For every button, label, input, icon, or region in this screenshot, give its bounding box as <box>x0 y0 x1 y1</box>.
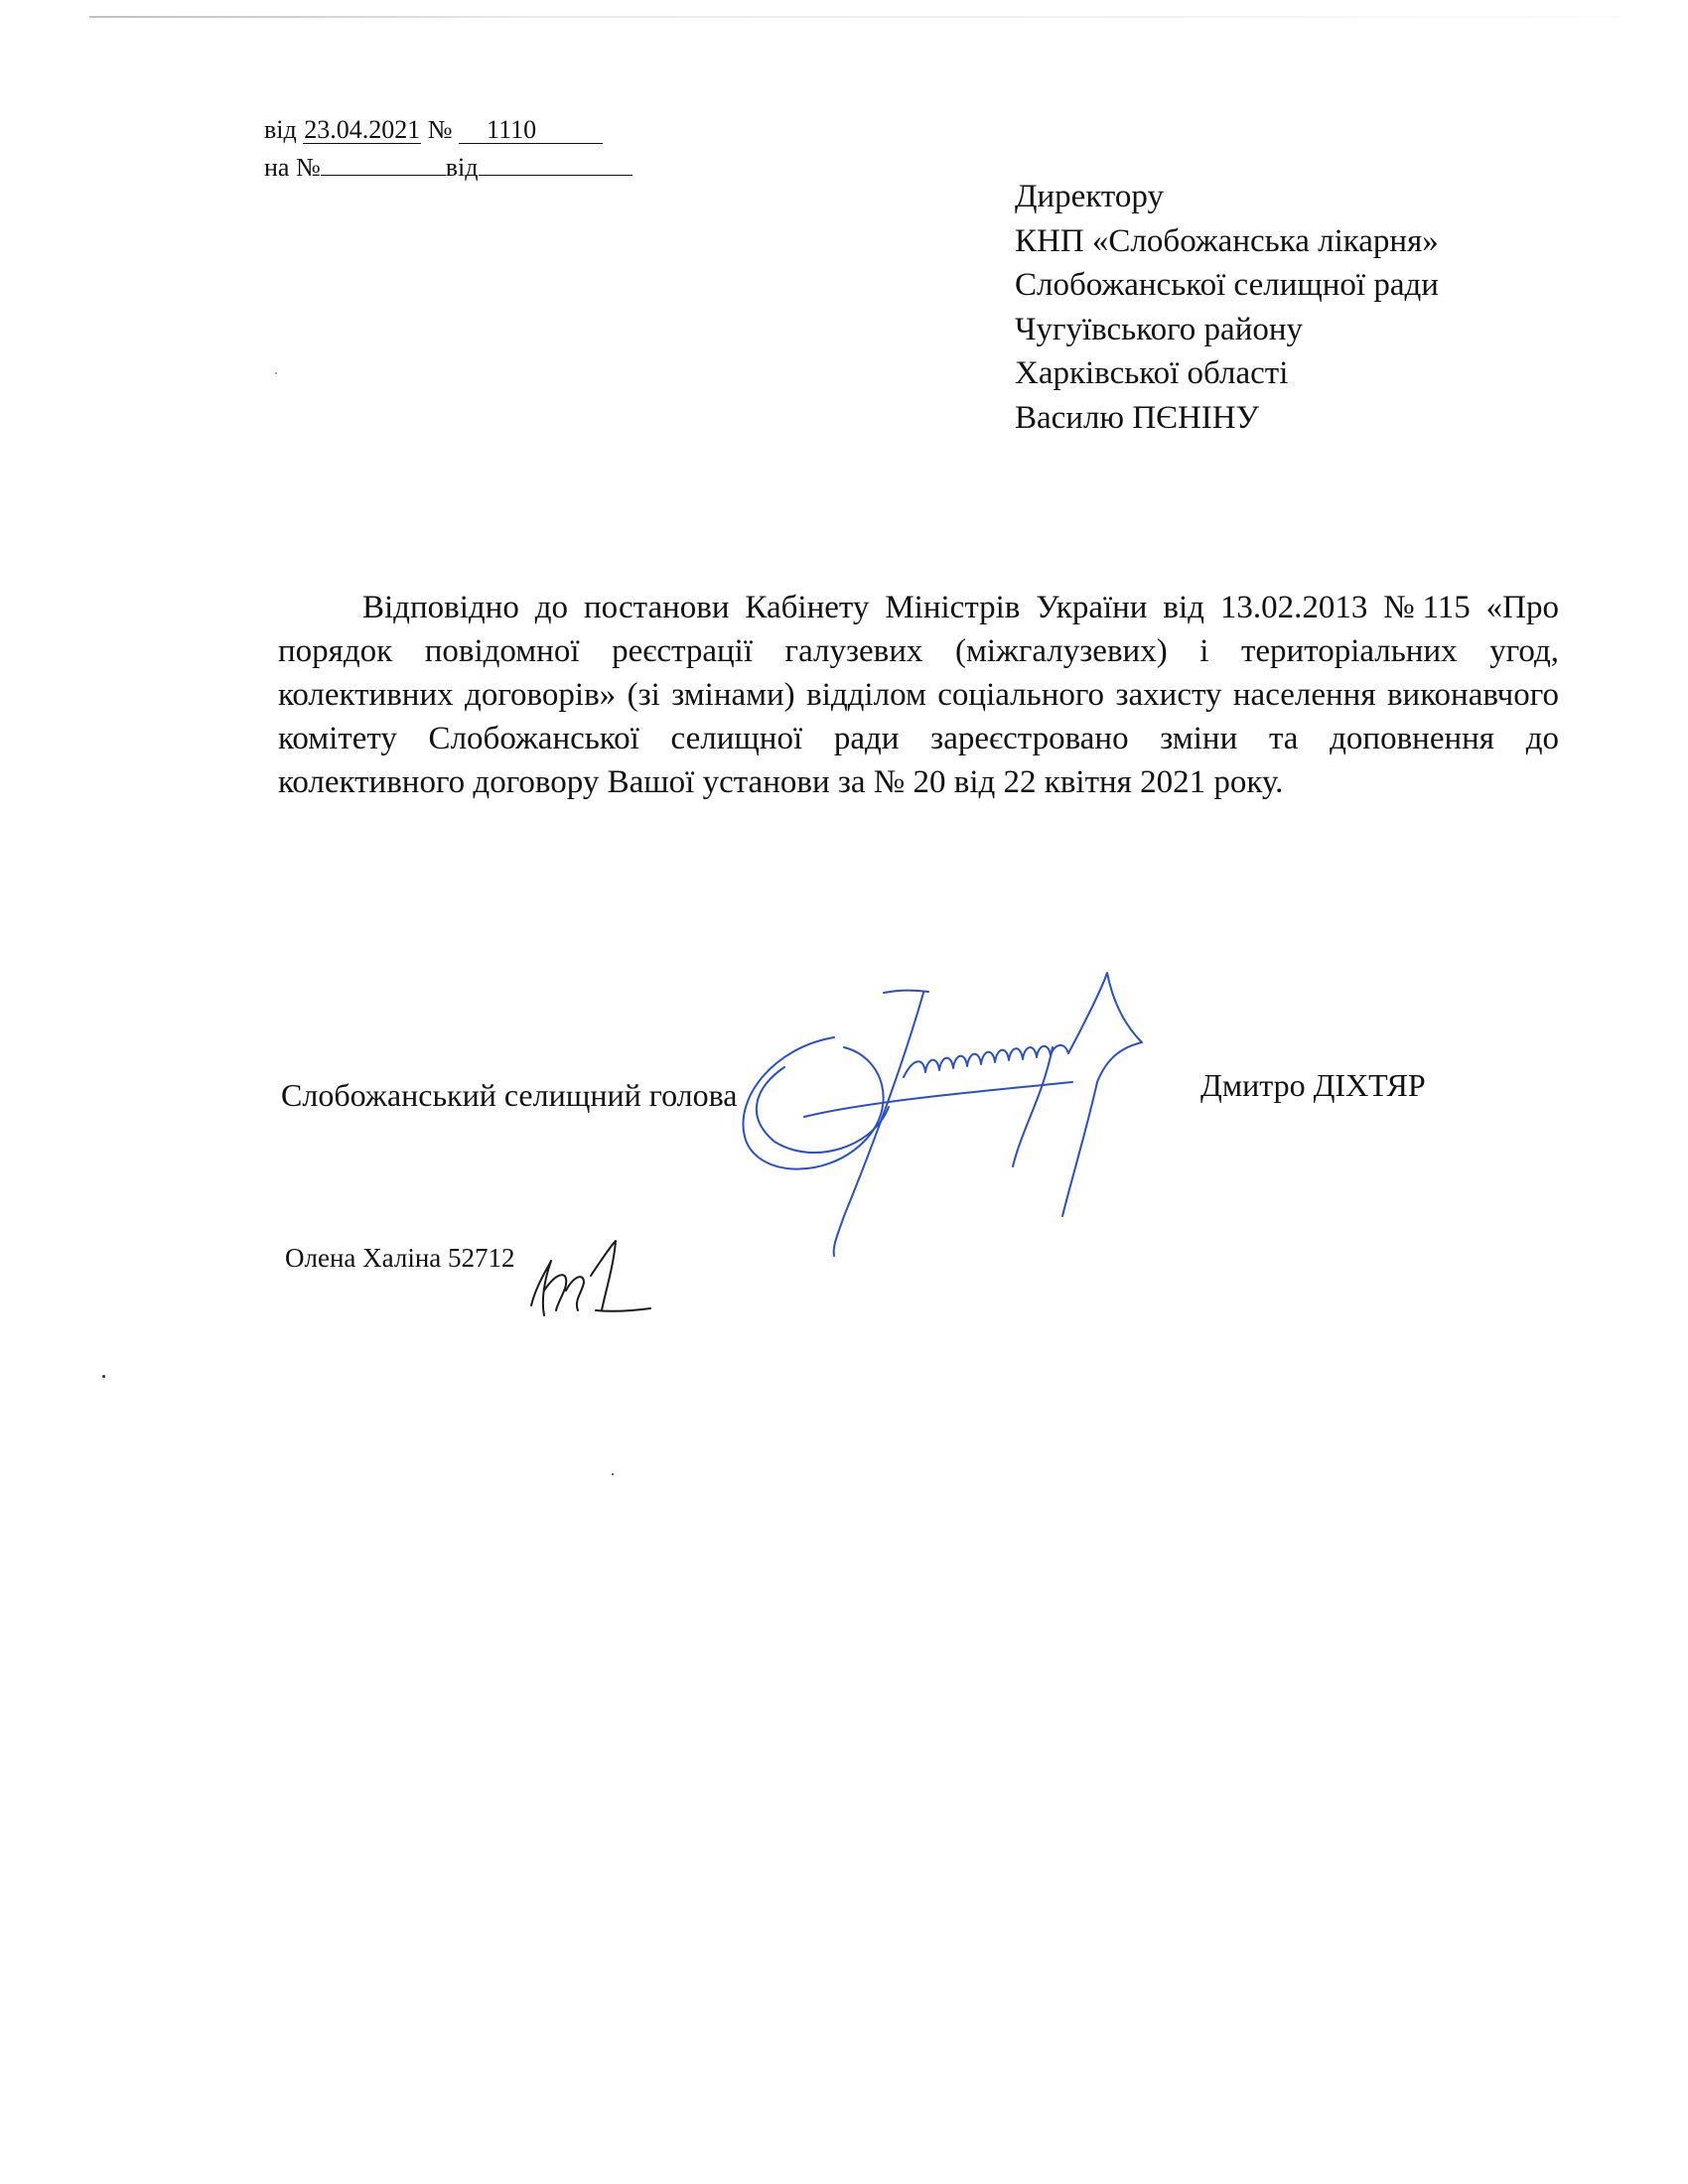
scan-speck <box>612 1473 614 1475</box>
letter-body-paragraph: Відповідно до постанови Кабінету Міністрів України від 13.02.2013 №115 «Про порядок повідомної реєстрації галузевих (міжгалузевих) і територіальних угод, колективних договорів» (зі змінами) відділом соціального захисту населення виконавчого комітету Слобожанської селищної ради зареєстровано зміни та доповнення до колективного договору Вашої установи за № 20 від 22 квітня 2021 року. <box>278 590 1559 800</box>
executor-contact: Олена Халіна 52712 <box>285 1243 515 1273</box>
outgoing-number: 1110 <box>459 117 603 144</box>
addressee-line: Директору <box>1015 179 1164 214</box>
addressee-line: Харківської області <box>1015 355 1289 391</box>
scan-edge-line <box>89 16 1618 18</box>
executor-initials <box>516 1231 665 1330</box>
addressee-line: КНП «Слобожанська лікарня» <box>1015 222 1439 259</box>
reply-number-blank <box>321 175 446 176</box>
handwritten-signature <box>715 968 1192 1266</box>
reply-prefix: на № <box>264 153 321 182</box>
addressee-block <box>1015 175 1439 440</box>
number-prefix: № <box>427 115 453 144</box>
outgoing-ref-line <box>264 114 603 146</box>
addressee-line: Слобожанської селищної ради <box>1015 267 1439 303</box>
reply-date-blank <box>479 175 633 176</box>
reply-from: від <box>445 153 479 182</box>
addressee-line: Василю ПЄНІНУ <box>1015 399 1259 436</box>
date-prefix: від <box>264 115 297 144</box>
scan-speck <box>102 1375 105 1378</box>
signatory-name: Дмитро ДІХТЯР <box>1200 1067 1426 1103</box>
outgoing-date: 23.04.2021 <box>304 115 421 144</box>
reply-ref-line <box>264 152 633 184</box>
scan-speck <box>275 372 277 374</box>
signatory-position: Слобожанський селищний голова <box>281 1077 738 1113</box>
addressee-line: Чугуївського району <box>1015 311 1304 347</box>
